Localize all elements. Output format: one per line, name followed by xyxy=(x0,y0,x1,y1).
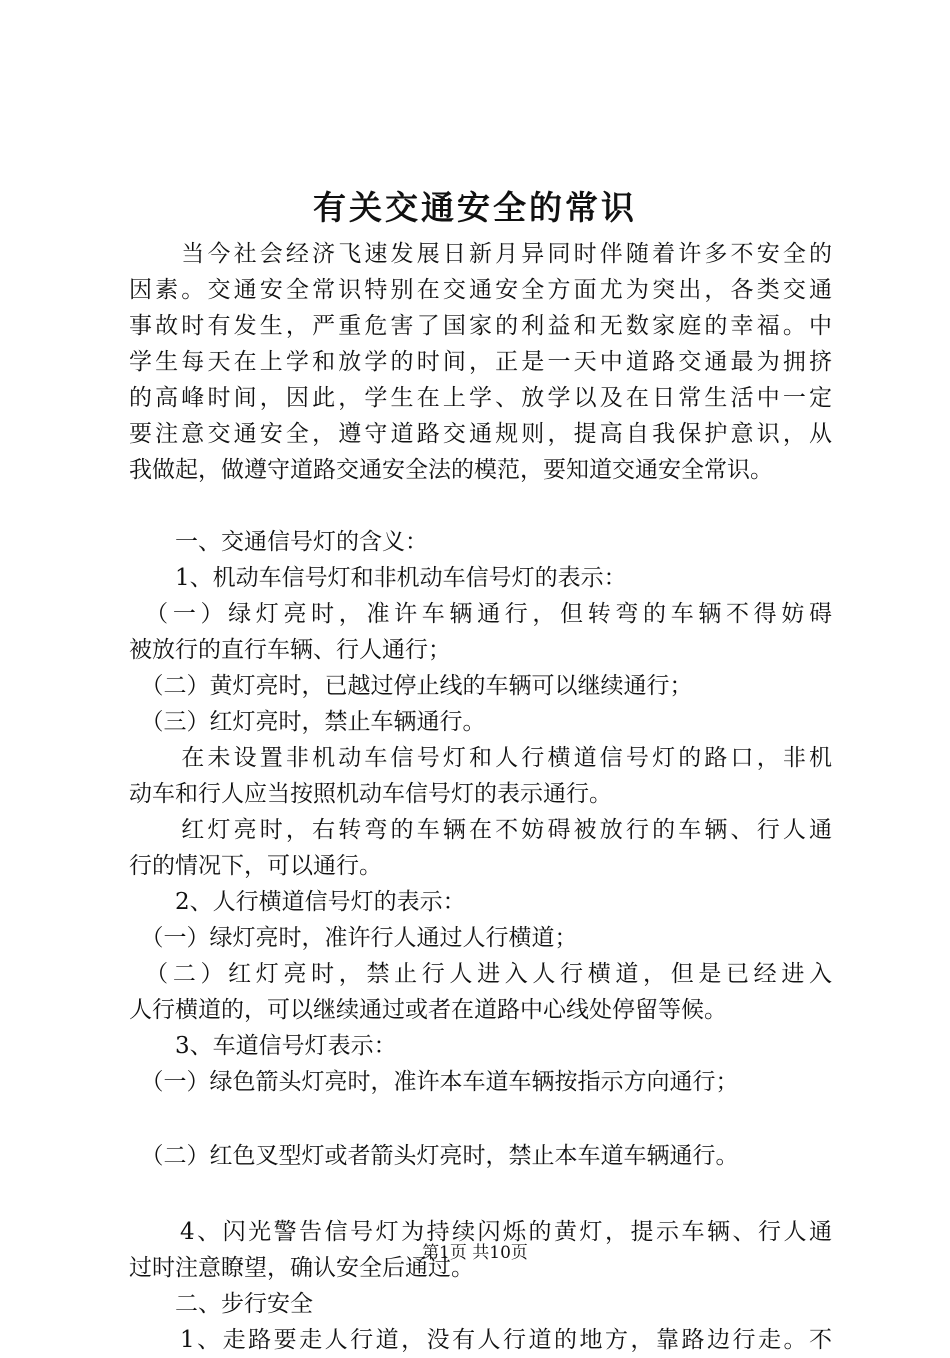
section-heading: 一、交通信号灯的含义： xyxy=(129,529,428,555)
paragraph-line: 当今社会经济飞速发展日新月异同时伴随着许多不安全的 xyxy=(129,241,832,267)
page-footer: 第1页 共10页 xyxy=(422,1243,528,1263)
paragraph-line: （一）绿灯亮时，准许行人通过人行横道； xyxy=(129,925,578,951)
document-body xyxy=(129,236,832,1358)
paragraph-line: （二）红灯亮时，禁止行人进入人行横道，但是已经进入 xyxy=(129,961,832,987)
subsection-heading: 3、车道信号灯表示： xyxy=(129,1033,397,1059)
paragraph-line: 人行横道的，可以继续通过或者在道路中心线处停留等候。 xyxy=(129,997,727,1023)
subsection-heading: 1、机动车信号灯和非机动车信号灯的表示： xyxy=(129,565,627,591)
paragraph-line: 要注意交通安全，遵守道路交通规则，提高自我保护意识，从 xyxy=(129,421,832,447)
paragraph-line: 被放行的直行车辆、行人通行； xyxy=(129,637,451,663)
paragraph-line: （一）绿灯亮时，准许车辆通行，但转弯的车辆不得妨碍 xyxy=(129,601,832,627)
paragraph-line: 学生每天在上学和放学的时间，正是一天中道路交通最为拥挤 xyxy=(129,349,832,375)
paragraph-line: 4、闪光警告信号灯为持续闪烁的黄灯，提示车辆、行人通 xyxy=(129,1219,832,1245)
paragraph-line: （二）红色叉型灯或者箭头灯亮时，禁止本车道车辆通行。 xyxy=(129,1143,739,1169)
subsection-heading: 2、人行横道信号灯的表示： xyxy=(129,889,466,915)
paragraph-gap xyxy=(129,488,832,524)
paragraph-line: 的高峰时间，因此，学生在上学、放学以及在日常生活中一定 xyxy=(129,385,832,411)
paragraph-line: 事故时有发生，严重危害了国家的利益和无数家庭的幸福。中 xyxy=(129,313,832,339)
paragraph-line: 红灯亮时，右转弯的车辆在不妨碍被放行的车辆、行人通 xyxy=(129,817,832,843)
paragraph-gap xyxy=(129,1100,832,1138)
paragraph-line: 行的情况下，可以通行。 xyxy=(129,853,382,879)
paragraph-line: （三）红灯亮时，禁止车辆通行。 xyxy=(129,709,486,735)
section-heading: 二、步行安全 xyxy=(129,1291,313,1317)
paragraph-line: 因素。交通安全常识特别在交通安全方面尤为突出，各类交通 xyxy=(129,277,832,303)
paragraph-line: （二）黄灯亮时，已越过停止线的车辆可以继续通行； xyxy=(129,673,693,699)
paragraph-line: 1、走路要走人行道，没有人行道的地方，靠路边行走。不 xyxy=(129,1327,832,1353)
paragraph-line: （一）绿色箭头灯亮时，准许本车道车辆按指示方向通行； xyxy=(129,1069,739,1095)
paragraph-gap xyxy=(129,1174,832,1214)
document-title: 有关交通安全的常识 xyxy=(313,188,637,227)
paragraph-line: 我做起，做遵守道路交通安全法的模范，要知道交通安全常识。 xyxy=(129,457,773,483)
paragraph-line: 过时注意瞭望，确认安全后通过。 xyxy=(129,1255,474,1281)
paragraph-line: 动车和行人应当按照机动车信号灯的表示通行。 xyxy=(129,781,612,807)
paragraph-line: 在未设置非机动车信号灯和人行横道信号灯的路口，非机 xyxy=(129,745,832,771)
